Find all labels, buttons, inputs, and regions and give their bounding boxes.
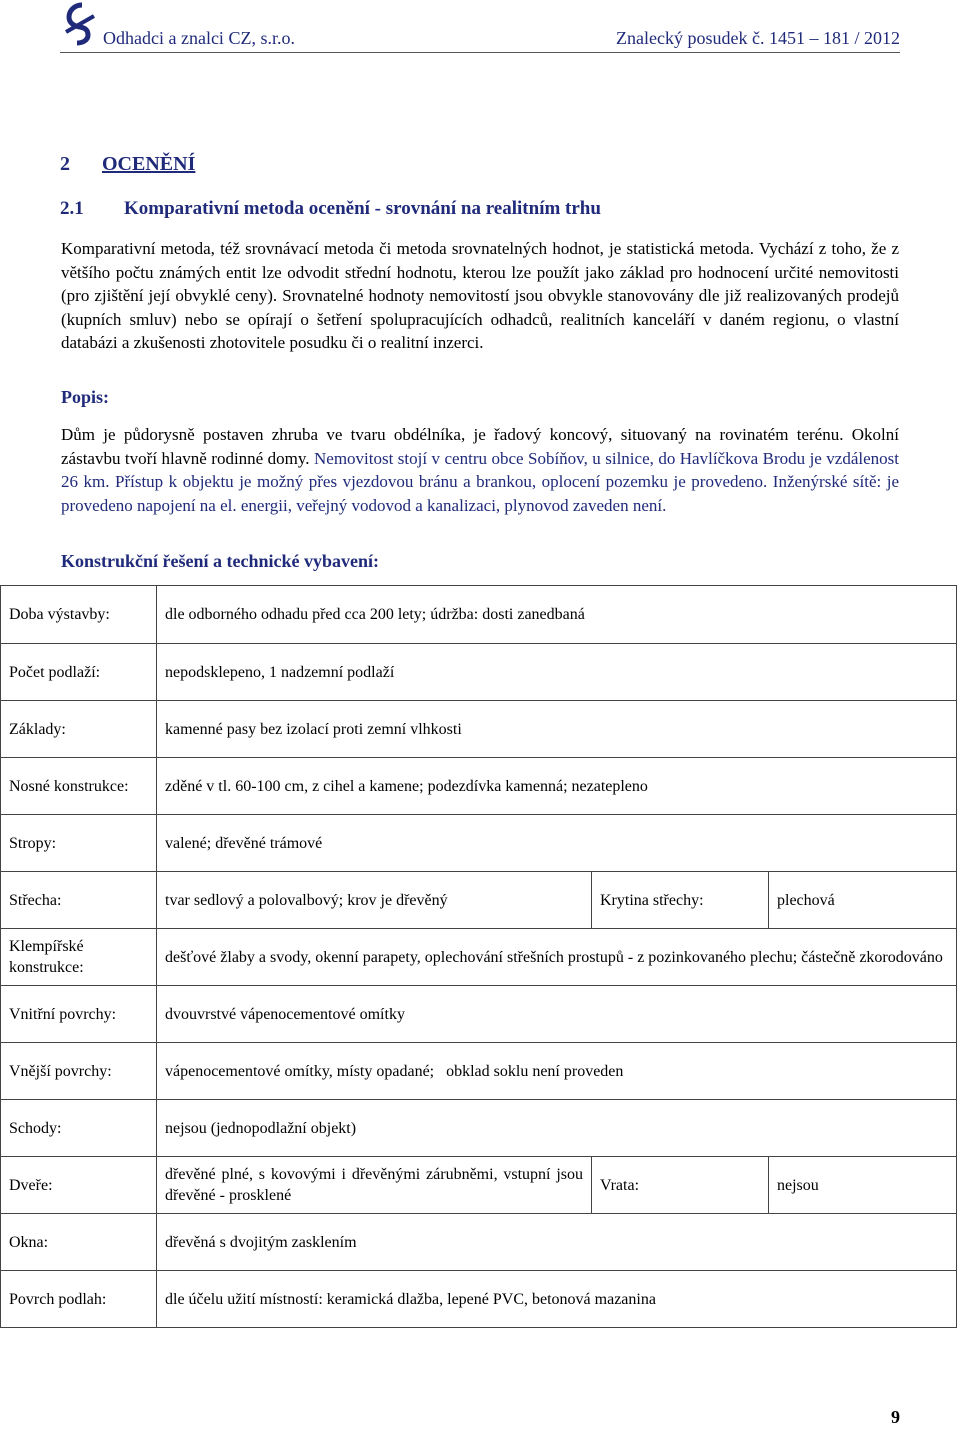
- row-label: Nosné konstrukce:: [1, 758, 157, 815]
- subsection-number: 2.1: [60, 198, 84, 219]
- row-value: tvar sedlový a polovalbový; krov je dřevěný: [157, 872, 592, 929]
- row-value: dřevěná s dvojitým zasklením: [157, 1214, 957, 1271]
- row-label: Doba výstavby:: [1, 586, 157, 644]
- row-label: Vnitřní povrchy:: [1, 986, 157, 1043]
- row-value: nejsou (jednopodlažní objekt): [157, 1100, 957, 1157]
- section-number: 2: [60, 153, 70, 175]
- row-value: kamenné pasy bez izolací proti zemní vlhkosti: [157, 701, 957, 758]
- popis-paragraph: [61, 423, 899, 517]
- row-label: Povrch podlah:: [1, 1271, 157, 1328]
- popis-text-part1: Dům je půdorysně postaven zhruba ve tvaru obdélníka, je řadový koncový, situovaný na rovinatém terénu. Okolní zástavbu tvoří hlavně rodinné domy.: [61, 425, 899, 468]
- row-value: valené; dřevěné trámové: [157, 815, 957, 872]
- technical-table: [0, 585, 957, 1328]
- section-heading: [60, 153, 195, 176]
- row-label: Vnější povrchy:: [1, 1043, 157, 1100]
- row-subvalue: nejsou: [769, 1157, 957, 1214]
- table-row: [1, 644, 957, 701]
- table-row: [1, 1271, 957, 1328]
- table-row: [1, 701, 957, 758]
- company-name: Odhadci a znalci CZ, s.r.o.: [103, 28, 295, 48]
- table-row: [1, 1043, 957, 1100]
- row-label: Dveře:: [1, 1157, 157, 1214]
- table-row: [1, 1157, 957, 1214]
- row-value: dešťové žlaby a svody, okenní parapety, oplechování střešních prostupů - z pozinkovaného plechu; částečně zkorodováno: [157, 929, 957, 986]
- row-label: Stropy:: [1, 815, 157, 872]
- row-value: nepodsklepeno, 1 nadzemní podlaží: [157, 644, 957, 701]
- row-value: dle účelu užití místností: keramická dlažba, lepené PVC, betonová mazanina: [157, 1271, 957, 1328]
- table-row: [1, 758, 957, 815]
- subsection-heading: [60, 198, 601, 220]
- table-row: [1, 872, 957, 929]
- table-row: [1, 986, 957, 1043]
- page-header: [60, 0, 900, 53]
- table-row: [1, 1214, 957, 1271]
- report-number: Znalecký posudek č. 1451 – 181 / 2012: [616, 28, 900, 48]
- row-label: Střecha:: [1, 872, 157, 929]
- row-value: zděné v tl. 60-100 cm, z cihel a kamene; podezdívka kamenná; nezatepleno: [157, 758, 957, 815]
- table-row: [1, 586, 957, 644]
- row-value: dvouvrstvé vápenocementové omítky: [157, 986, 957, 1043]
- row-value: dřevěné plné, s kovovými i dřevěnými zárubněmi, vstupní jsou dřevěné - prosklené: [157, 1157, 592, 1214]
- section-title: OCENĚNÍ: [102, 153, 196, 175]
- method-paragraph: Komparativní metoda, též srovnávací metoda či metoda srovnatelných hodnot, je statistická metoda. Vychází z toho, že z většího počtu známých entit lze odvodit střední hodnotu, kterou lze použít jako základ pro hodnocení určité nemovitosti (pro zjištění její obvyklé ceny). Srovnatelné hodnoty nemovitostí jsou obvykle stanovovány dle již realizovaných prodejů (kupních smluv) nebo se opírají o šetření spolupracujících odhadců, realitních kanceláří v daném regionu, o vlastní databázi a zkušenosti zhotovitele posudku či o realitní inzerci.: [61, 239, 899, 352]
- row-label: Okna:: [1, 1214, 157, 1271]
- row-value: vápenocementové omítky, místy opadané; obklad soklu není proveden: [157, 1043, 957, 1100]
- page-number: 9: [891, 1407, 900, 1427]
- row-subvalue: plechová: [769, 872, 957, 929]
- row-label: Schody:: [1, 1100, 157, 1157]
- company-logo-icon: [60, 2, 100, 46]
- row-label: Klempířské konstrukce:: [1, 929, 157, 986]
- table-row: [1, 929, 957, 986]
- row-sublabel: Krytina střechy:: [592, 872, 769, 929]
- table-row: [1, 1100, 957, 1157]
- row-sublabel: Vrata:: [592, 1157, 769, 1214]
- popis-label: Popis:: [61, 387, 110, 407]
- row-value: dle odborného odhadu před cca 200 lety; údržba: dosti zanedbaná: [157, 586, 957, 644]
- row-label: Počet podlaží:: [1, 644, 157, 701]
- table-row: [1, 815, 957, 872]
- konstrukce-label: Konstrukční řešení a technické vybavení:: [61, 551, 379, 571]
- subsection-title: Komparativní metoda ocenění - srovnání na realitním trhu: [124, 198, 601, 219]
- row-label: Základy:: [1, 701, 157, 758]
- popis-text-part2: Nemovitost stojí v centru obce Sobíňov, u silnice, do Havlíčkova Brodu je vzdálenost 26 km. Přístup k objektu je možný přes vjezdovou bránu a brankou, oplocení pozemku je provedeno. Inženýrské sítě: je provedeno napojení na el. energii, veřejný vodovod a kanalizaci, plynovod zaveden není.: [61, 448, 899, 515]
